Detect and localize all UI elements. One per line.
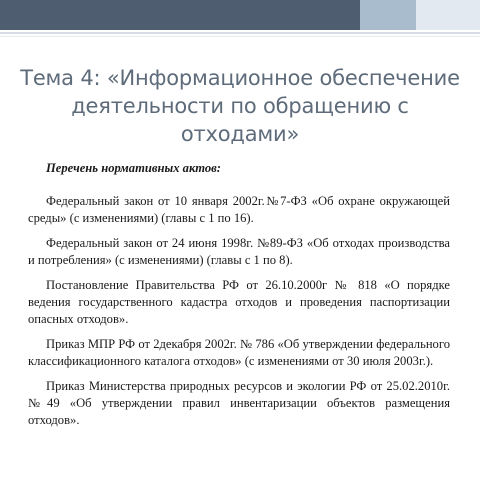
band-segment-dark (0, 0, 360, 30)
band-divider-secondary (0, 36, 480, 37)
list-item: Федеральный закон от 24 июня 1998г. №89-ФЗ «Об отходах производства и потребления» (с изменениями) (главы с 1 по 8). (28, 236, 450, 267)
band-segment-light (416, 0, 480, 30)
list-item: Постановление Правительства РФ от 26.10.2000г № 818 «О порядке ведения государственного кадастра отходов и проведения паспортизации опасных отходов». (28, 278, 450, 326)
list-item: Федеральный закон от 10 января 2002г.№7-ФЗ «Об охране окружающей среды» (с изменениями) (главы с 1 по 16). (28, 194, 450, 225)
band-divider (0, 32, 480, 34)
list-item: Приказ МПР РФ от 2декабря 2002г. № 786 «Об утверждении федерального классификационного каталога отходов» (с изменениями от 30 июля 2003г.). (28, 337, 450, 368)
top-decorative-band (0, 0, 480, 40)
list-heading: Перечень нормативных актов: (46, 161, 221, 175)
list-item: Приказ Министерства природных ресурсов и экологии РФ от 25.02.2010г. №49 «Об утверждении правил инвентаризации объектов размещения отходов». (28, 379, 450, 427)
slide-title: Тема 4: «Информационное обеспечение деятельности по обращению с отходами» (20, 66, 460, 146)
slide-content (28, 160, 450, 437)
band-segment-mid (360, 0, 416, 30)
